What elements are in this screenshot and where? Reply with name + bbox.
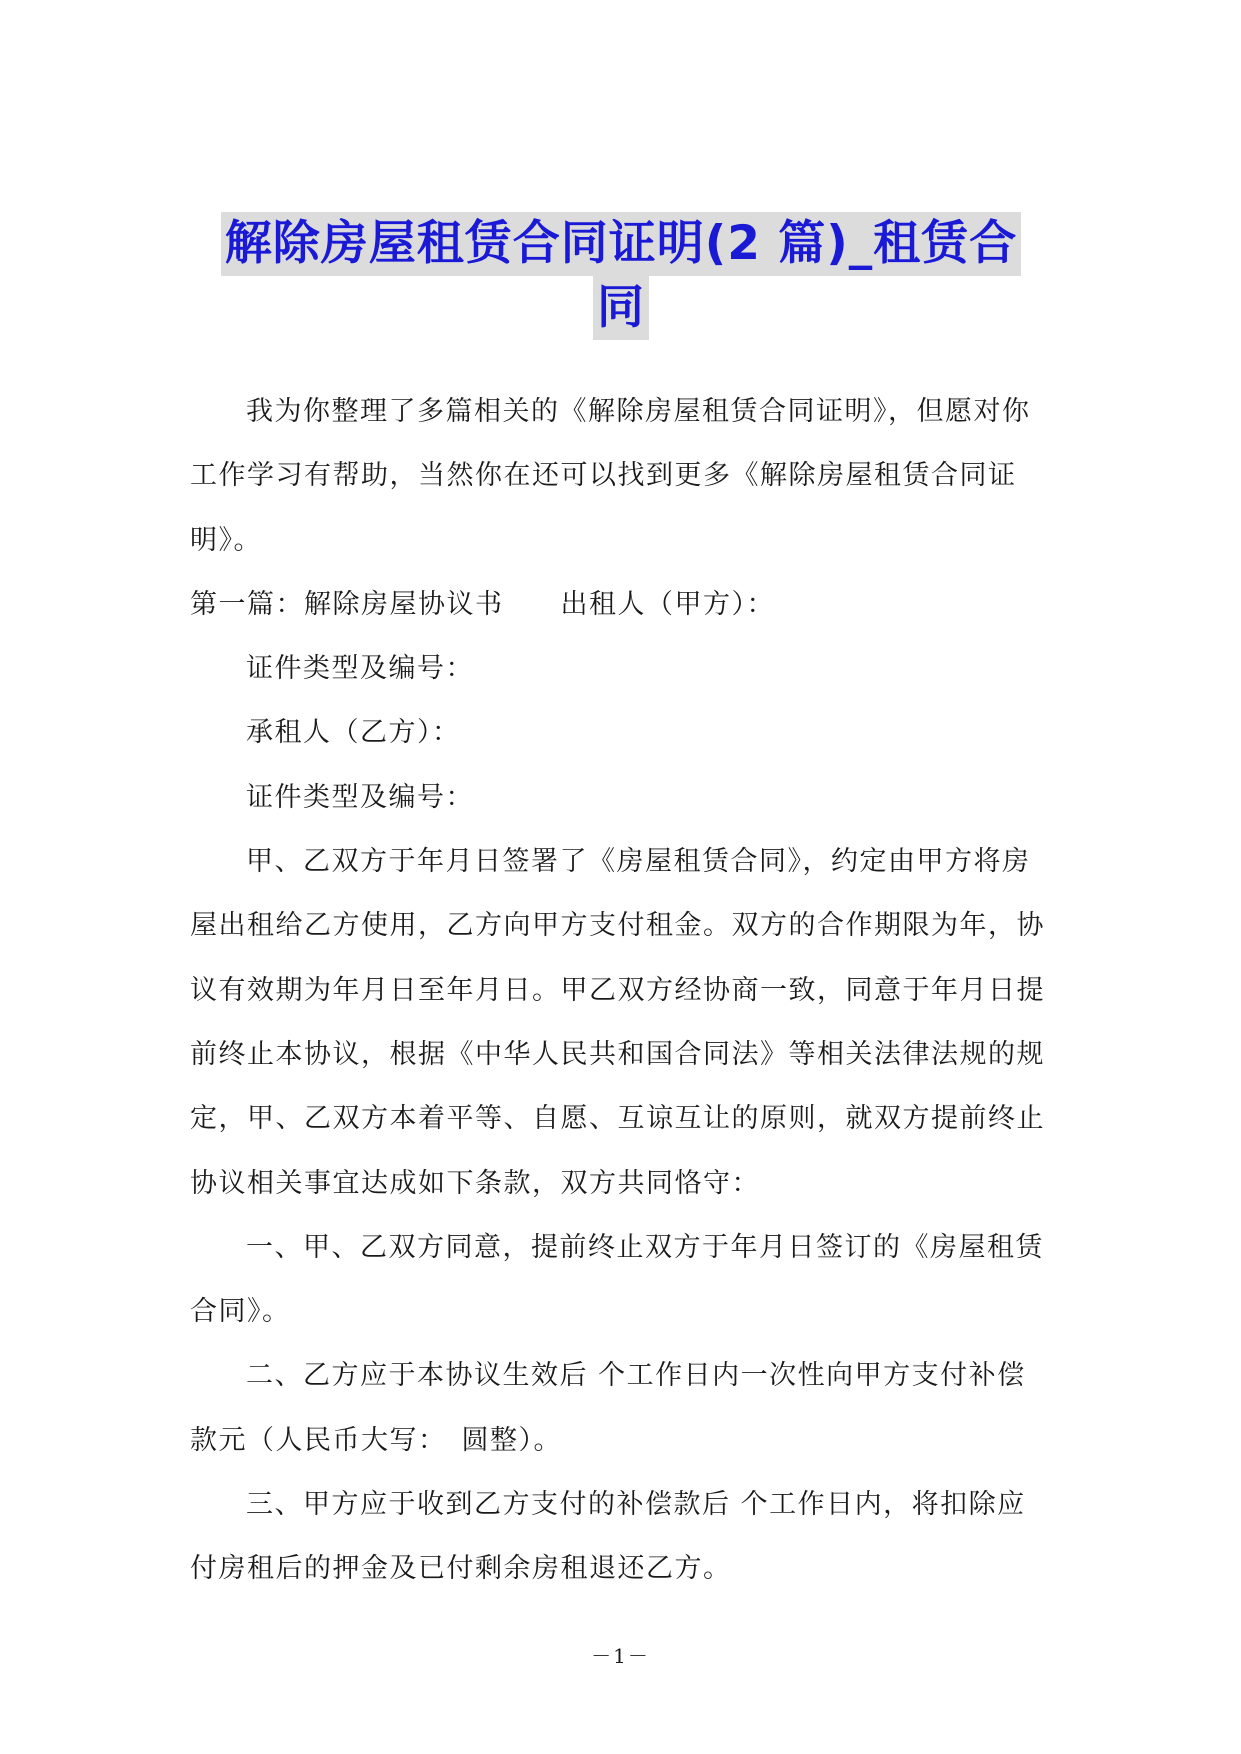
text-line: 款元（人民币大写： 圆整）。 (190, 1424, 562, 1456)
text-line: 明》。 (190, 524, 262, 556)
text-line: 议有效期为年月日至年月日。甲乙双方经协商一致，同意于年月日提 (190, 974, 1045, 1006)
document-body (190, 380, 1052, 1602)
title-line-1: 解除房屋租赁合同证明(2 篇)_租赁合 (221, 212, 1022, 276)
text-line: 证件类型及编号： (246, 653, 474, 685)
text-line: 三、甲方应于收到乙方支付的补偿款后 个工作日内，将扣除应 (246, 1489, 1026, 1521)
title-line-2: 同 (593, 276, 649, 340)
text-line: 承租人（乙方）： (246, 717, 461, 749)
text-line: 屋出租给乙方使用，乙方向甲方支付租金。双方的合作期限为年，协 (190, 910, 1045, 942)
page-number: －1－ (591, 1644, 650, 1668)
text-line: 前终止本协议，根据《中华人民共和国合同法》等相关法律法规的规 (190, 1038, 1045, 1070)
text-line: 付房租后的押金及已付剩余房租退还乙方。 (190, 1553, 732, 1585)
text-line: 工作学习有帮助，当然你在还可以找到更多《解除房屋租赁合同证 (190, 460, 1017, 492)
document-title (190, 212, 1052, 340)
text-line: 一、甲、乙双方同意，提前终止双方于年月日签订的《房屋租赁 (246, 1231, 1044, 1263)
text-line: 协议相关事宜达成如下条款，双方共同恪守： (190, 1167, 760, 1199)
text-line: 第一篇：解除房屋协议书 出租人（甲方）： (190, 588, 775, 620)
text-line: 我为你整理了多篇相关的《解除房屋租赁合同证明》，但愿对你 (246, 396, 1031, 427)
text-line: 二、乙方应于本协议生效后 个工作日内一次性向甲方支付补偿 (246, 1360, 1026, 1392)
text-line: 合同》。 (190, 1296, 291, 1328)
text-line: 甲、乙双方于年月日签署了《房屋租赁合同》，约定由甲方将房 (246, 846, 1031, 878)
text-line: 证件类型及编号： (246, 781, 474, 813)
text-line: 定，甲、乙双方本着平等、自愿、互谅互让的原则，就双方提前终止 (190, 1103, 1045, 1135)
